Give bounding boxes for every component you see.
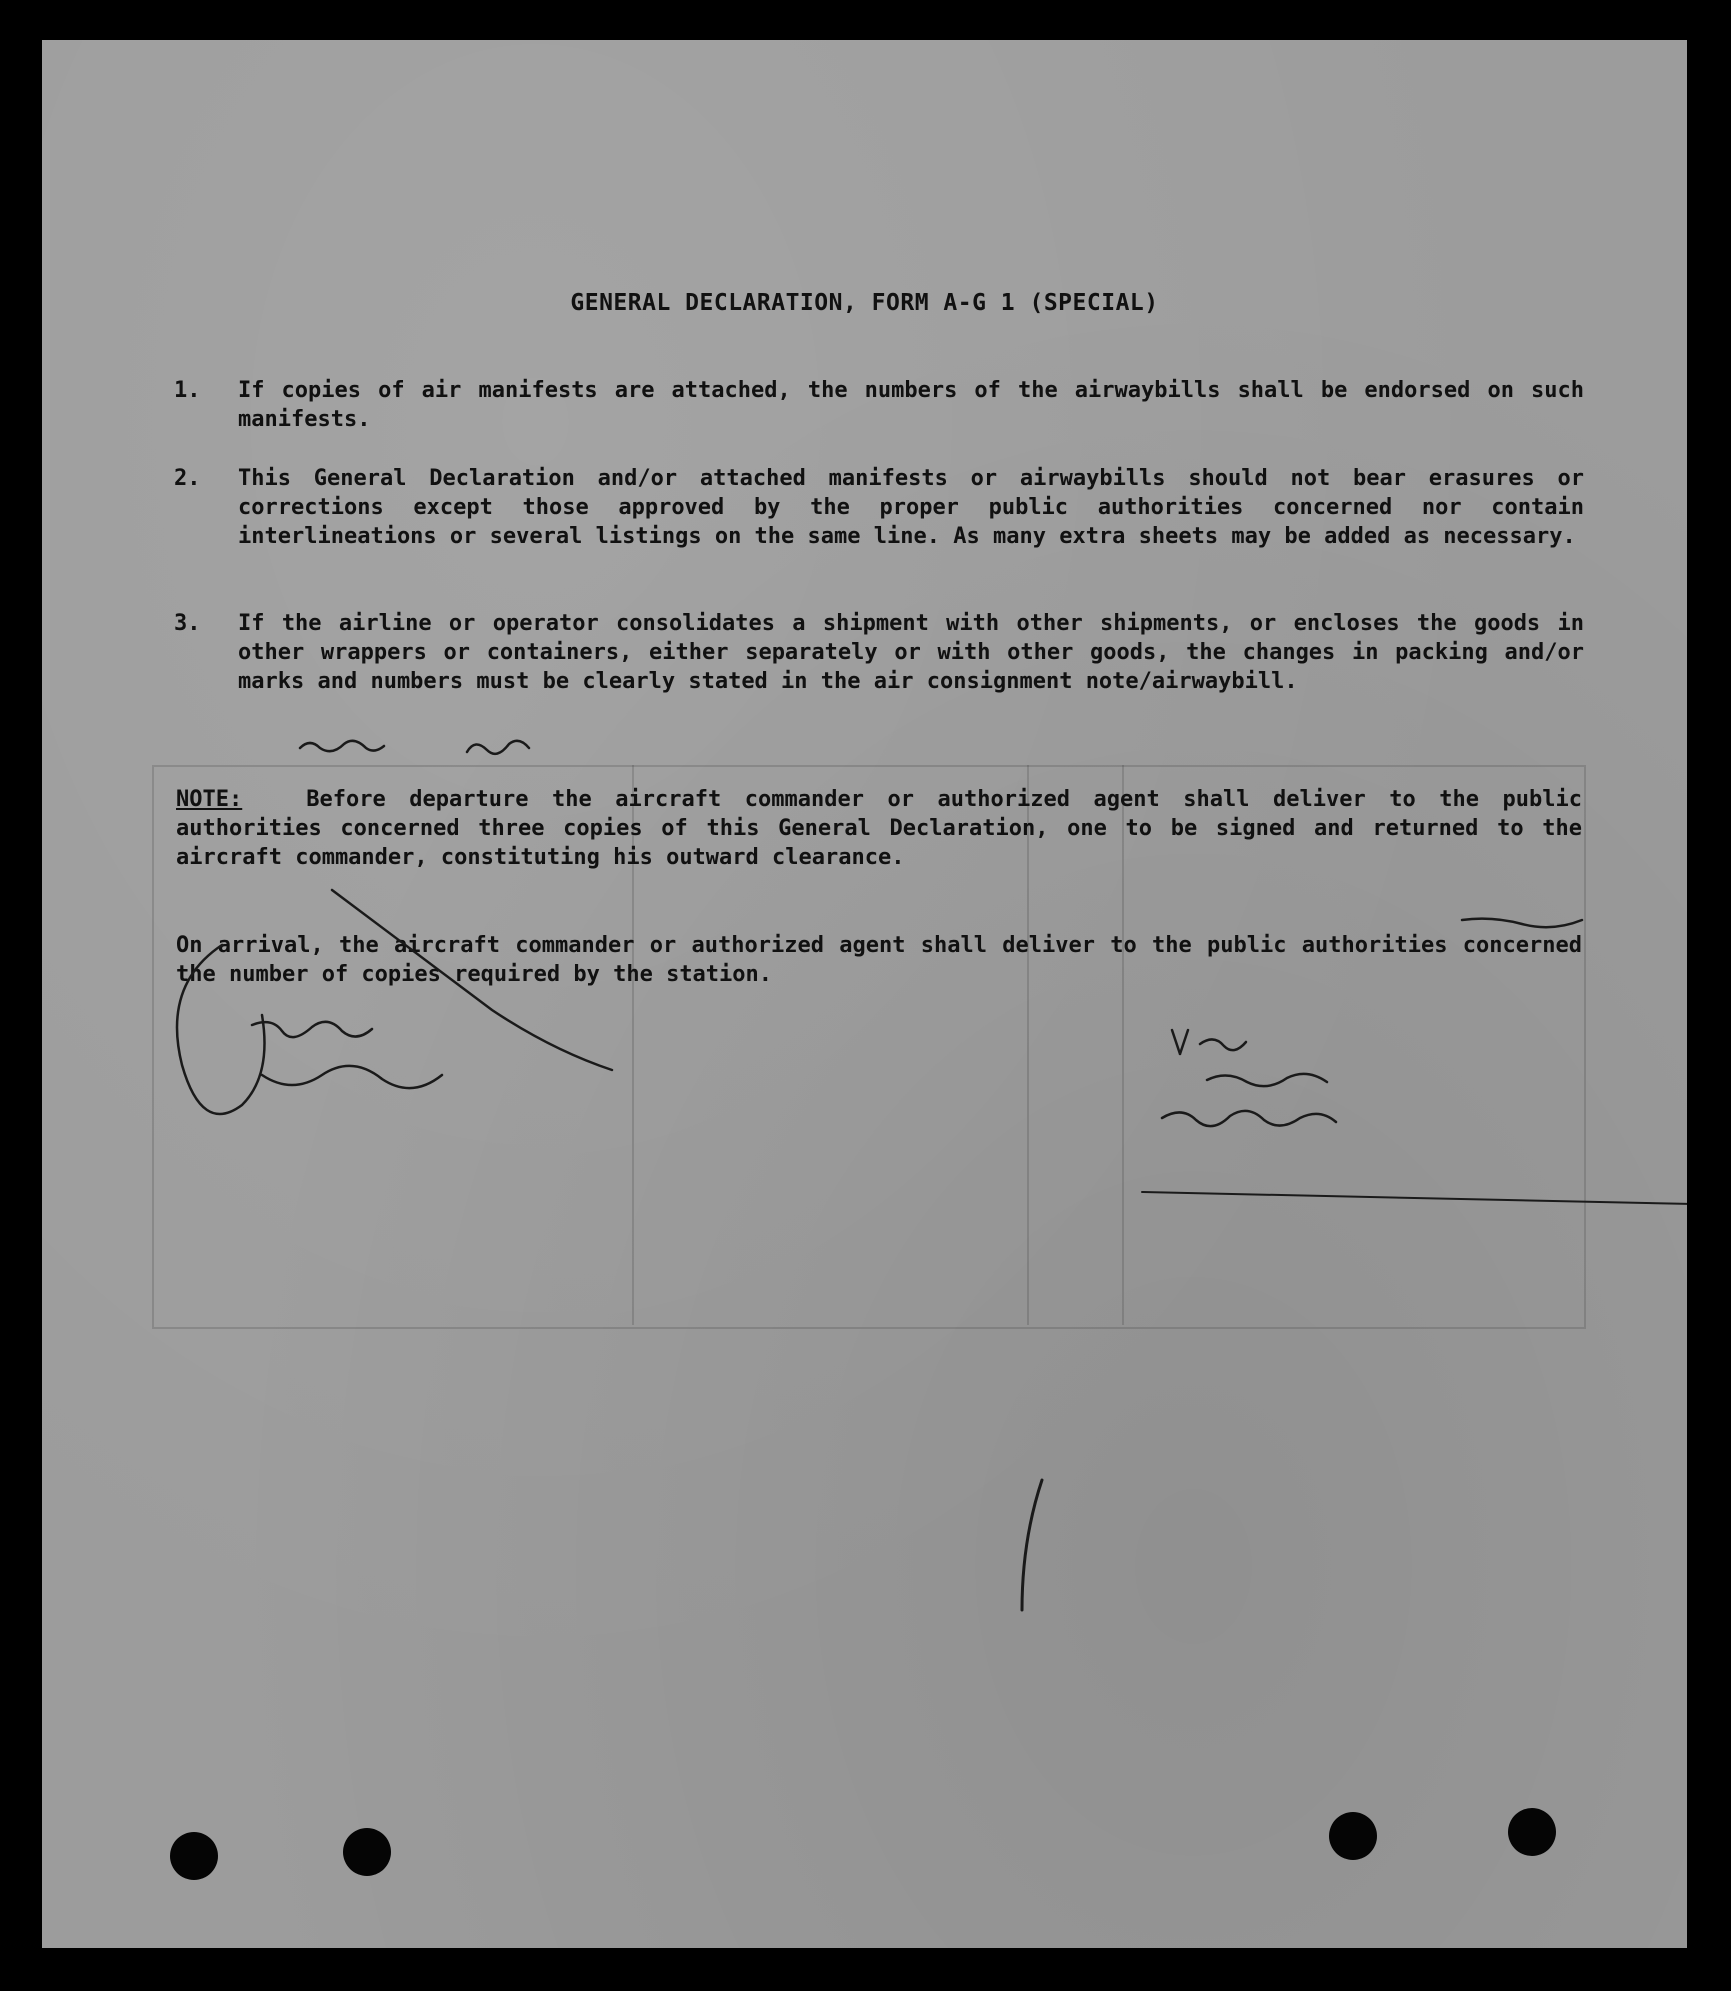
punch-hole bbox=[170, 1832, 218, 1880]
instruction-text: If the airline or operator consolidates a shipment with other shipments, or encloses the goods in other wrappers or containers, either separately or with other goods, the changes in packing and/or marks and numbers must be clearly stated in the air consignment note/airwaybill. bbox=[238, 611, 1584, 694]
handwriting-stroke bbox=[177, 945, 265, 1114]
handwritten-marks bbox=[42, 40, 1687, 1948]
document-page bbox=[42, 40, 1687, 1948]
note-text: Before departure the aircraft commander or authorized agent shall deliver to the public authorities concerned three copies of this General Declaration, one to be signed and returned to the aircraft commander, constituting his outward clearance. bbox=[176, 787, 1582, 870]
arrival-paragraph: On arrival, the aircraft commander or authorized agent shall deliver to the public authorities concerned the number of copies required by the station. bbox=[176, 933, 1582, 987]
handwriting-stroke bbox=[467, 741, 529, 754]
instruction-number: 2. bbox=[174, 466, 201, 491]
note-label: NOTE: bbox=[176, 787, 243, 812]
instruction-text: If copies of air manifests are attached, the numbers of the airwaybills shall be endorsed on such manifests. bbox=[238, 378, 1584, 432]
punch-hole bbox=[1508, 1808, 1556, 1856]
handwriting-stroke bbox=[1462, 919, 1582, 928]
instruction-number: 3. bbox=[174, 611, 201, 636]
handwriting-stroke bbox=[332, 890, 612, 1070]
handwriting-stroke bbox=[262, 1066, 442, 1088]
handwriting-stroke bbox=[1207, 1074, 1327, 1086]
handwriting-stroke bbox=[1162, 1111, 1336, 1126]
handwriting-stroke bbox=[300, 741, 384, 751]
handwriting-stroke bbox=[1172, 1030, 1246, 1054]
instruction-text: This General Declaration and/or attached manifests or airwaybills should not bear erasures or corrections except those approved by the proper public authorities concerned nor contain interlineations or several listings on the same line. As many extra sheets may be added as necessary. bbox=[238, 466, 1584, 549]
handwriting-stroke bbox=[252, 1022, 372, 1037]
punch-hole bbox=[1329, 1812, 1377, 1860]
punch-hole bbox=[343, 1828, 391, 1876]
handwriting-stroke bbox=[1022, 1480, 1042, 1610]
instruction-number: 1. bbox=[174, 378, 201, 403]
document-title: GENERAL DECLARATION, FORM A-G 1 (SPECIAL) bbox=[570, 290, 1159, 316]
handwriting-stroke bbox=[1142, 1192, 1687, 1204]
